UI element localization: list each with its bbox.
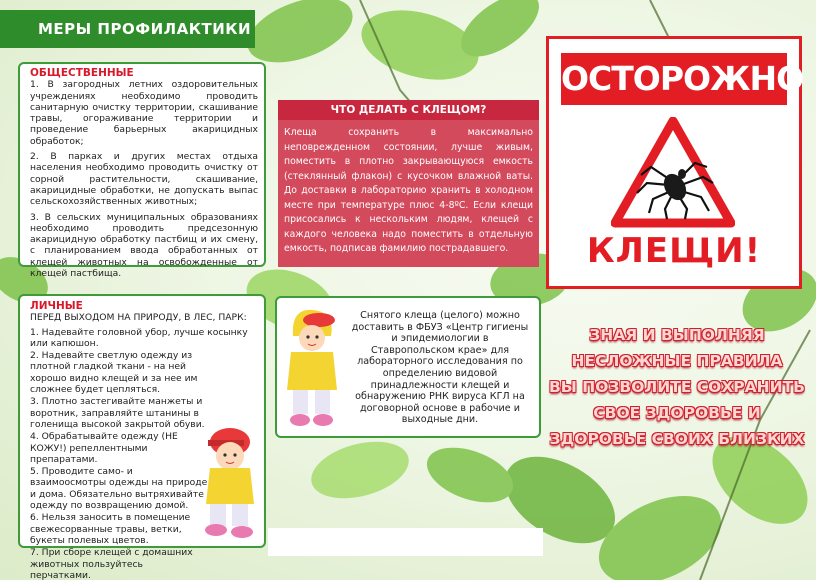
bottom-strip xyxy=(268,528,543,556)
page-title: МЕРЫ ПРОФИЛАКТИКИ xyxy=(0,10,255,48)
personal-measure-item: 1. Надевайте головной убор, лучше косынку или капюшон. xyxy=(30,326,248,349)
personal-measure-item: 5. Проводите само- и взаимоосмотры одежды на природе и дома. Обязательно вытряхивайте одежду по возвращению домой. xyxy=(30,466,208,512)
public-measures-panel xyxy=(18,62,266,280)
personal-measures-intro: ПЕРЕД ВЫХОДОМ НА ПРИРОДУ, В ЛЕС, ПАРК: xyxy=(30,312,247,324)
slogan-line: ЗДОРОВЬЕ СВОИХ БЛИЗКИХ xyxy=(549,430,805,448)
personal-measure-item: 4. Обрабатывайте одежду (НЕ КОЖУ!) репеллентными препаратами. xyxy=(30,431,178,465)
slogan-line: ЗНАЯ И ВЫПОЛНЯЯ xyxy=(589,326,765,344)
personal-measures-title: ЛИЧНЫЕ xyxy=(30,300,83,312)
public-measure-item: 1. В загородных летних оздоровительных учреждениях необходимо проводить санитарную очистку территории, скашивание травы, огораживание территории и проведение барьерных акарицидных обработок; xyxy=(30,79,258,147)
slogan-line: НЕСЛОЖНЫЕ ПРАВИЛА xyxy=(571,352,783,370)
public-measures-title: ОБЩЕСТВЕННЫЕ xyxy=(30,67,134,79)
child-illustration xyxy=(198,420,262,542)
what-to-do-text: Клеща сохранить в максимально неповрежденном состоянии, лучше живым, поместить в плотно закрывающуюся емкость (стеклянный флакон) с кусочком влажной ваты. До доставки в лабораторию хранить в холодном месте при температуре плюс 4-8ºС. Если клещи присосались к нескольким людям, клещей с каждого человека надо поместить в отдельную емкость, подписав фамилию пострадавшего. xyxy=(278,120,539,267)
personal-measure-item: 7. При сборе клещей с домашних животных пользуйтесь перчатками. xyxy=(30,547,193,581)
lab-info-text: Снятого клеща (целого) можно доставить в ФБУЗ «Центр гигиены и эпидемиологии в Ставропольском крае» для лабораторного исследования по определению видовой принадлежности клещей и обнаружению РНК вируса КГЛ на договорной основе в рабочие и выходные дни. xyxy=(351,310,529,426)
slogan xyxy=(548,322,806,452)
personal-measure-item: 2. Надевайте светлую одежду из плотной гладкой ткани - на ней хорошо видно клещей и за нее им сложнее будет цепляться. xyxy=(30,350,198,396)
public-measure-item: 3. В сельских муниципальных образованиях необходимо проводить предсезонную акарицидную обработку пастбищ и их смену, с планированием ввода обработанных от клещей животных на освобожденные от клещей пастбища. xyxy=(30,211,258,280)
warning-top-text: ОСТОРОЖНО xyxy=(561,53,787,105)
personal-measures-panel xyxy=(18,294,266,581)
what-to-do-panel xyxy=(278,100,539,267)
personal-measure-item: 3. Плотно застегивайте манжеты и воротник, заправляйте штанины в голенища высокой закрытой обуви. xyxy=(30,396,205,430)
child-illustration xyxy=(283,306,341,430)
slogan-line: СВОЕ ЗДОРОВЬЕ И xyxy=(593,404,761,422)
personal-measure-item: 6. Нельзя заносить в помещение свежесорванные травы, ветки, букеты полевых цветов. xyxy=(30,512,191,546)
tick-warning-icon xyxy=(611,117,735,229)
what-to-do-title: ЧТО ДЕЛАТЬ С КЛЕЩОМ? xyxy=(330,104,487,116)
warning-bottom-text: КЛЕЩИ! xyxy=(586,231,762,271)
public-measure-item: 2. В парках и других местах отдыха населения необходимо проводить очистку от сорной растительности, скашивание, акарицидные обработки, не допускать выпас сельскохозяйственных животных; xyxy=(30,151,258,208)
lab-info-panel xyxy=(275,296,541,438)
warning-sign xyxy=(546,36,802,289)
slogan-line: ВЫ ПОЗВОЛИТЕ СОХРАНИТЬ xyxy=(548,378,805,396)
